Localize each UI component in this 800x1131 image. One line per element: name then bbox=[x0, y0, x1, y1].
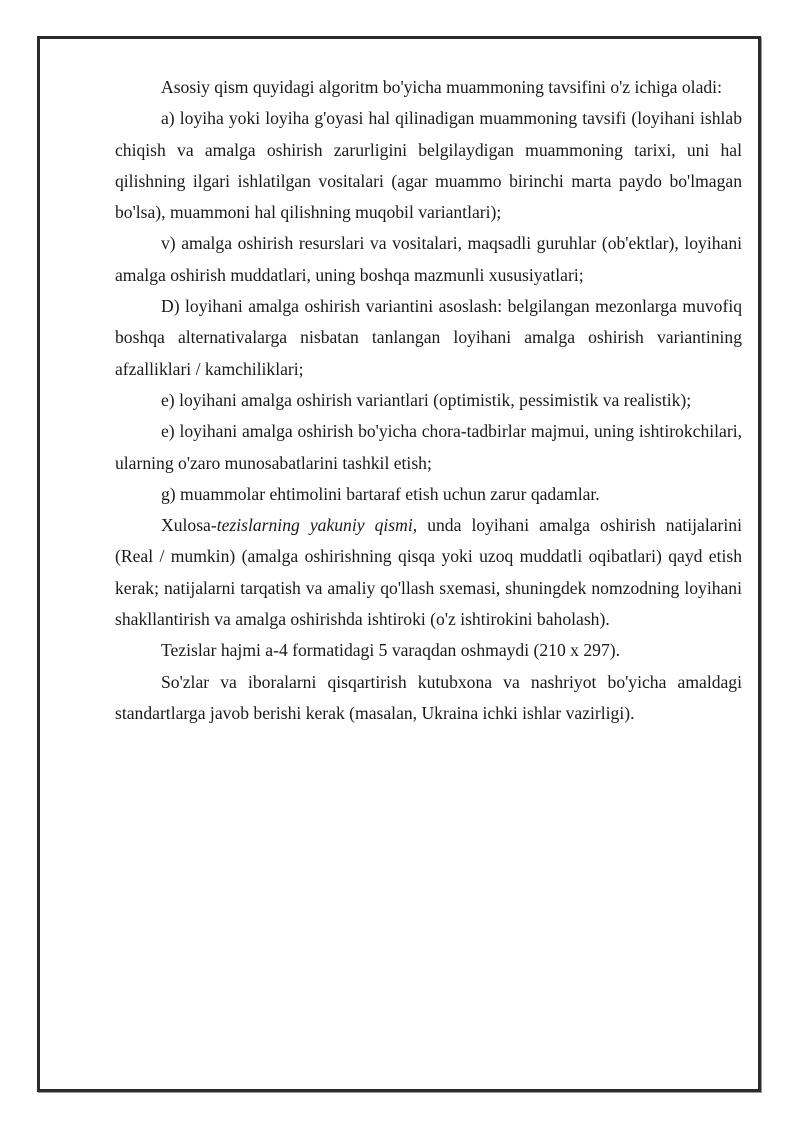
paragraph-item-e-measures: e) loyihani amalga oshirish bo'yicha chora-tadbirlar majmui, uning ishtirokchilari, ularning o'zaro munosabatlarini tashkil etish; bbox=[115, 421, 742, 473]
paragraph-item-g: g) muammolar ehtimolini bartaraf etish uchun zarur qadamlar. bbox=[161, 483, 600, 504]
paragraph-item-e-variants: e) loyihani amalga oshirish variantlari (optimistik, pessimistik va realistik); bbox=[161, 389, 692, 410]
paragraph-abbreviations: So'zlar va iboralarni qisqartirish kutubxona va nashriyot bo'yicha amaldagi standartlarga javob berishi kerak (masalan, Ukraina ichki ishlar vazirligi). bbox=[115, 671, 742, 723]
paragraph-intro: Asosiy qism quyidagi algoritm bo'yicha muammoning tavsifini o'z ichiga oladi: bbox=[161, 77, 722, 97]
conclusion-text: , unda loyihani amalga oshirish natijalarini (Real / mumkin) (amalga oshirishning qisqa yoki uzoq muddatli oqibatlari) qayd etish kerak; natijalarni tarqatish va amaliy qo'llash sxemasi, shuningdek nomzodning loyihani shakllantirish va amalga oshirishda ishtiroki (o'z ishtirokini baholash). bbox=[115, 515, 742, 630]
paragraph-volume: Tezislar hajmi a-4 formatidagi 5 varaqdan oshmaydi (210 x 297). bbox=[161, 640, 621, 661]
conclusion-italic-term: tezislarning yakuniy qismi bbox=[216, 515, 413, 536]
paragraph-item-v: v) amalga oshirish resurslari va vositalari, maqsadli guruhlar (ob'ektlar), loyihani amalga oshirish muddatlari, uning boshqa mazmunli xususiyatlari; bbox=[115, 233, 742, 285]
paragraph-conclusion bbox=[115, 510, 742, 635]
conclusion-lead: Xulosa- bbox=[161, 515, 217, 536]
paragraph-item-a: a) loyiha yoki loyiha g'oyasi hal qilinadigan muammoning tavsifi (loyihani ishlab chiqish va amalga oshirish zarurligini belgilaydigan muammoning tarixi, uni hal qilishning ilgari ishlatilgan vositalari (agar muammo birinchi marta paydo bo'lmagan bo'lsa), muammoni hal qilishning muqobil variantlari); bbox=[115, 108, 742, 223]
paragraph-item-d: D) loyihani amalga oshirish variantini asoslash: belgilangan mezonlarga muvofiq boshqa alternativalarga nisbatan tanlangan loyihani amalga oshirish variantining afzalliklari / kamchiliklari; bbox=[115, 296, 742, 379]
document-body bbox=[115, 72, 742, 729]
